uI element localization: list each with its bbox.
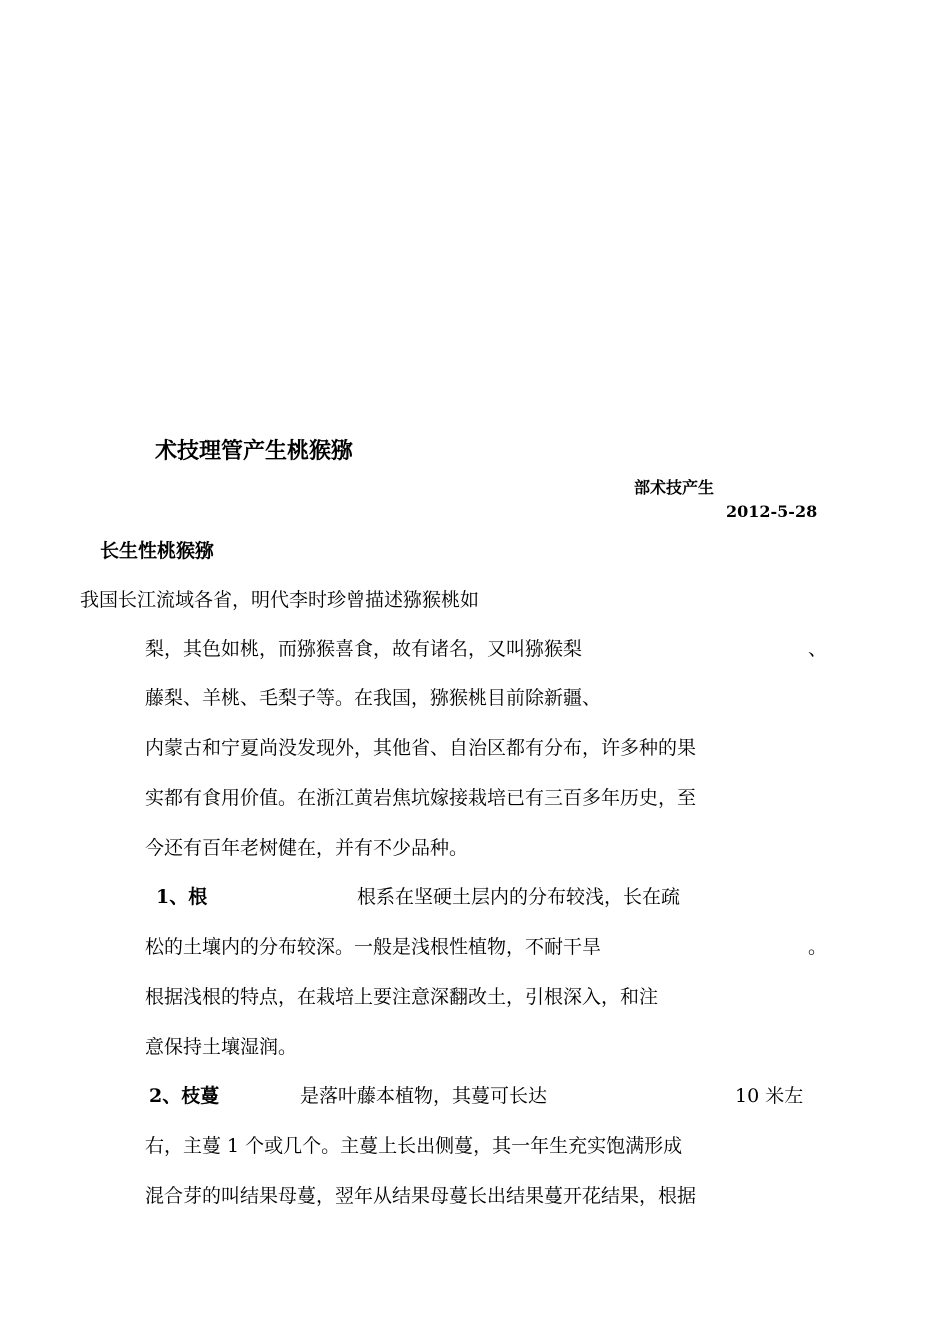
vine-line-1: 是落叶藤本植物，其蔓可长达 (300, 1085, 548, 1107)
vine-line-2: 右，主蔓 1 个或几个。主蔓上长出侧蔓，其一年生充实饱满形成 (145, 1135, 683, 1157)
document-date: 2012-5-28 (726, 502, 818, 521)
intro-line-6: 今还有百年老树健在，并有不少品种。 (145, 837, 469, 859)
root-line-4: 意保持土壤湿润。 (145, 1036, 298, 1058)
intro-line-3: 藤梨、羊桃、毛梨子等。在我国，猕猴桃目前除新疆、 (145, 687, 602, 709)
intro-line-2: 梨，其色如桃，而猕猴喜食，故有诸名，又叫猕猴梨 (145, 638, 583, 660)
section-heading: 长生性桃猴猕 (100, 540, 215, 562)
root-line-3: 根据浅根的特点，在栽培上要注意深翻改土，引根深入，和注 (145, 986, 659, 1008)
root-line-2: 松的土壤内的分布较深。一般是浅根性植物，不耐干旱 (145, 936, 602, 958)
root-line-2-tail: 。 (808, 936, 828, 958)
intro-line-5: 实都有食用价值。在浙江黄岩焦坑嫁接栽培已有三百多年历史，至 (145, 787, 697, 809)
document-title: 术技理管产生桃猴猕 (155, 438, 354, 464)
intro-line-4: 内蒙古和宁夏尚没发现外，其他省、自治区都有分布，许多种的果 (145, 737, 697, 759)
department-label: 部术技产生 (634, 478, 715, 497)
root-line-1: 根系在坚硬土层内的分布较浅，长在疏 (357, 886, 681, 908)
vine-line-1-tail: 10 米左 (735, 1085, 804, 1107)
vine-line-3: 混合芽的叫结果母蔓，翌年从结果母蔓长出结果蔓开花结果，根据 (145, 1185, 697, 1207)
root-label: 1、根 (156, 886, 208, 908)
intro-line-2-tail: 、 (808, 638, 828, 660)
intro-line-1: 我国长江流域各省，明代李时珍曾描述猕猴桃如 (80, 589, 480, 611)
vine-label: 2、枝蔓 (149, 1085, 220, 1107)
